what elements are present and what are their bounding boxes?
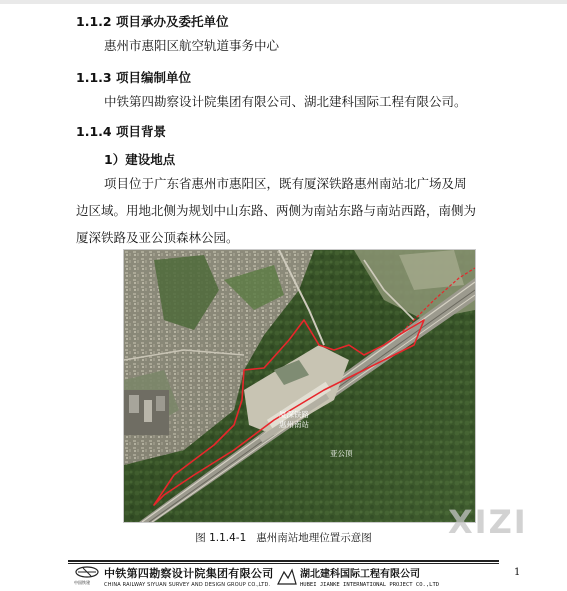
- figure-caption-number: 图 1.1.4-1: [195, 532, 247, 544]
- page-top-edge: [0, 0, 567, 4]
- crcc-logo-icon: [74, 566, 100, 586]
- section-heading-1-1-4: [76, 122, 166, 140]
- footer-company-left: [104, 565, 274, 588]
- section-number: 1.1.3: [76, 70, 112, 85]
- map-label-mountain: 亚公顶: [330, 449, 353, 458]
- subheading-construction-site: 1）建设地点: [104, 152, 176, 167]
- section-title: 项目编制单位: [116, 70, 192, 85]
- satellite-map-figure: [123, 249, 476, 523]
- body-line-1: 项目位于广东省惠州市惠阳区，既有厦深铁路惠州南站北广场及周: [104, 176, 467, 191]
- body-line-3: 厦深铁路及亚公顶森林公园。: [76, 230, 239, 245]
- section-heading-1-1-3: [76, 68, 191, 86]
- footer-left-en: CHINA RAILWAY SIYUAN SURVEY AND DESIGN GROUP CO.,LTD.: [104, 582, 271, 588]
- section-title: 项目承办及委托单位: [116, 14, 229, 29]
- section-title: 项目背景: [116, 124, 167, 139]
- section-body-1-1-3: 中铁第四勘察设计院集团有限公司、湖北建科国际工程有限公司。: [104, 94, 467, 109]
- figure-caption-text: 惠州南站地理位置示意图: [256, 532, 372, 544]
- map-label-station: 惠州南站: [279, 420, 309, 429]
- page-number: 1: [514, 567, 521, 578]
- crcc-logo-caption: 中国铁建: [74, 580, 90, 585]
- footer-right-en: HUBEI JIANKE INTERNATIONAL PROJECT CO.,LTD: [300, 582, 440, 588]
- section-number: 1.1.4: [76, 124, 112, 139]
- section-number: 1.1.2: [76, 14, 112, 29]
- footer-divider: [68, 560, 499, 562]
- footer-divider-thin: [68, 563, 499, 564]
- footer-right-cn: 湖北建科国际工程有限公司: [300, 569, 420, 580]
- map-label-railway-station: [279, 410, 309, 430]
- satellite-map-image: [124, 250, 475, 522]
- footer-company-right: [300, 565, 439, 588]
- body-line-2: 边区域。用地北侧为规划中山东路、两侧为南站东路与南站西路，南侧为: [76, 203, 477, 218]
- section-heading-1-1-2: [76, 12, 229, 30]
- section-body-1-1-2: 惠州市惠阳区航空轨道事务中心: [104, 38, 280, 53]
- map-label-railway: 厦深铁路: [279, 410, 309, 419]
- watermark: XIZI: [448, 503, 528, 541]
- hubei-jianke-logo-icon: [276, 566, 298, 586]
- footer-left-cn: 中铁第四勘察设计院集团有限公司: [104, 567, 274, 580]
- figure-caption: [0, 530, 567, 545]
